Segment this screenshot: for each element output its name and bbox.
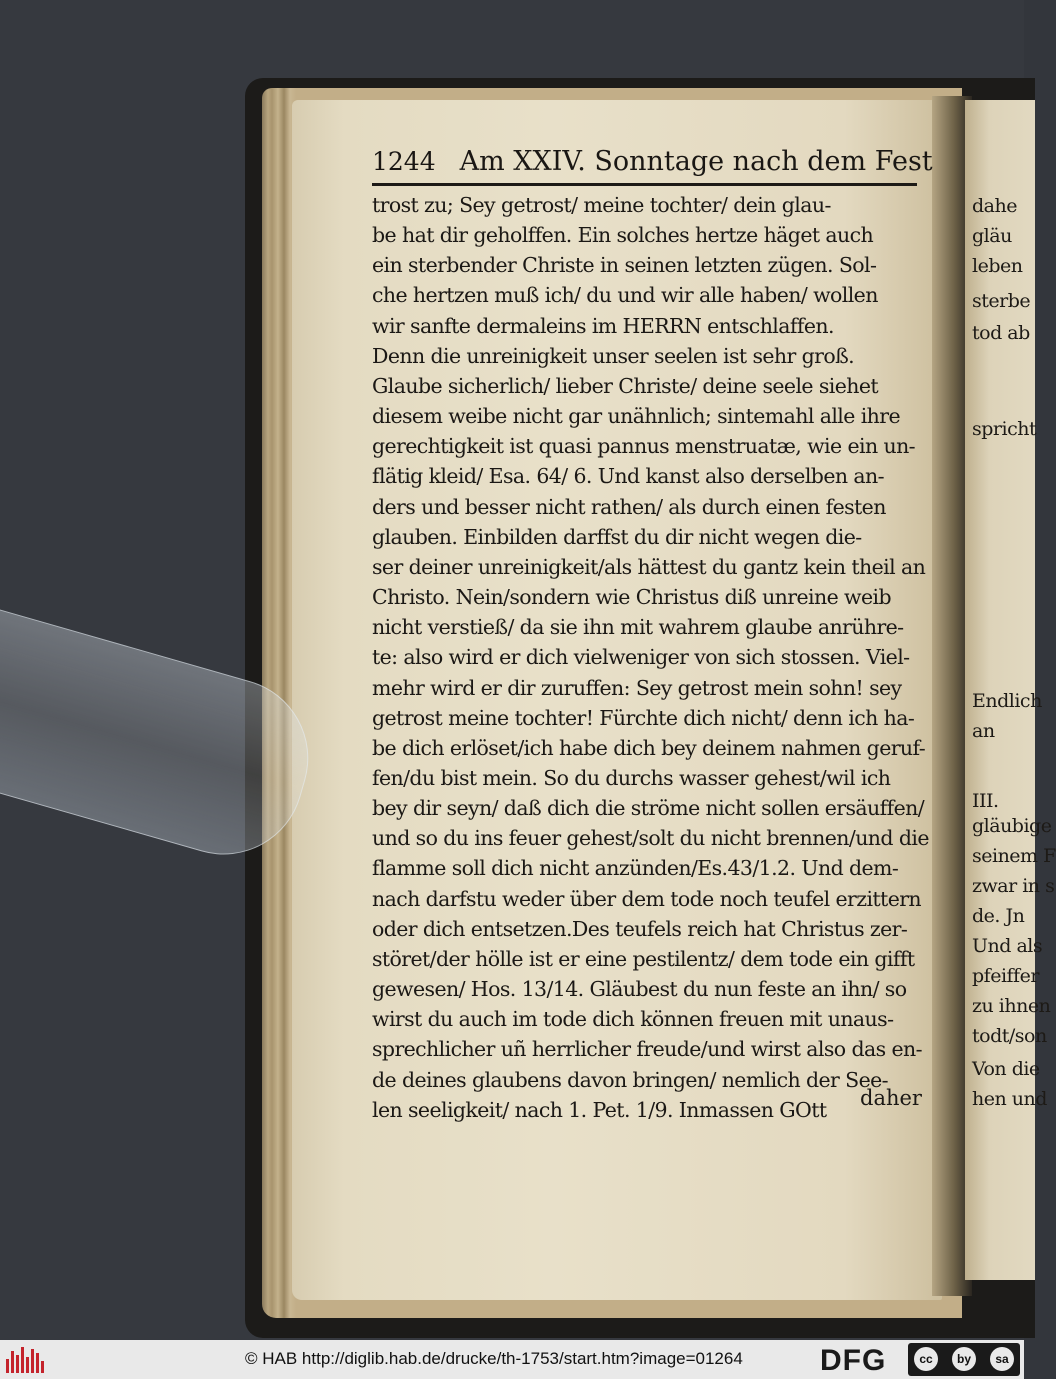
text-line: fen/du bist mein. So du durchs wasser gehest/wil ich bbox=[372, 765, 891, 790]
cc-license-badge[interactable] bbox=[908, 1343, 1020, 1376]
catchword: daher bbox=[860, 1086, 922, 1110]
facing-page-fragment: leben bbox=[972, 255, 1023, 277]
text-line: Denn die unreinigkeit unser seelen ist sehr groß. bbox=[372, 343, 855, 368]
facing-page-fragment: an bbox=[972, 720, 995, 742]
text-line: mehr wird er dir zuruffen: Sey getrost mein sohn! sey bbox=[372, 675, 902, 700]
text-line: te: also wird er dich vielweniger von sich stossen. Viel- bbox=[372, 645, 910, 670]
text-line: sprechlicher uñ herrlicher freude/und wirst also das en- bbox=[372, 1037, 922, 1062]
text-line: be dich erlöset/ich habe dich bey deinem nahmen geruf- bbox=[372, 735, 926, 760]
source-credit-link[interactable]: © HAB http://diglib.hab.de/drucke/th-1753/start.htm?image=01264 bbox=[245, 1349, 743, 1368]
text-line: oder dich entsetzen.Des teufels reich hat Christus zer- bbox=[372, 916, 908, 941]
sa-icon: sa bbox=[990, 1347, 1014, 1371]
text-line: flätig kleid/ Esa. 64/ 6. Und kanst also derselben an- bbox=[372, 464, 884, 489]
page-number: 1244 bbox=[372, 147, 436, 176]
running-head: Am XXIV. Sonntage nach dem Fest bbox=[459, 146, 933, 177]
body-text bbox=[372, 190, 927, 1125]
text-line: bey dir seyn/ daß dich die ströme nicht sollen ersäuffen/ bbox=[372, 796, 925, 821]
running-header bbox=[372, 146, 933, 177]
facing-page-fragment: Und als bbox=[972, 935, 1043, 957]
text-line: be hat dir geholffen. Ein solches hertze häget auch bbox=[372, 223, 874, 248]
hab-logo-icon bbox=[6, 1347, 44, 1373]
text-line: wirst du auch im tode dich können freuen mit unaus- bbox=[372, 1007, 894, 1032]
text-line: und so du ins feuer gehest/solt du nicht brennen/und die bbox=[372, 826, 929, 851]
text-line: gerechtigkeit ist quasi pannus menstruatæ, wie ein un- bbox=[372, 434, 916, 459]
text-line: ders und besser nicht rathen/ als durch einen festen bbox=[372, 494, 886, 519]
text-line: trost zu; Sey getrost/ meine tochter/ dein glau- bbox=[372, 193, 831, 217]
text-line: ser deiner unreinigkeit/als hättest du gantz kein theil an bbox=[372, 554, 926, 579]
header-rule bbox=[372, 183, 917, 186]
facing-page-fragment: Von die bbox=[972, 1058, 1040, 1080]
facing-page-fragment: zwar in s bbox=[972, 875, 1055, 897]
text-line: nach darfstu weder über dem tode noch teufel erzittern bbox=[372, 886, 922, 911]
text-line: Glaube sicherlich/ lieber Christe/ deine seele siehet bbox=[372, 373, 879, 398]
text-line: Christo. Nein/sondern wie Christus diß unreine weib bbox=[372, 585, 891, 610]
viewer-footer bbox=[0, 1340, 1024, 1379]
facing-page-fragment: de. Jn bbox=[972, 905, 1025, 927]
facing-page-fragment: todt/son bbox=[972, 1025, 1047, 1047]
by-icon: by bbox=[952, 1347, 976, 1371]
text-line: gewesen/ Hos. 13/14. Gläubest du nun feste an ihn/ so bbox=[372, 977, 907, 1002]
text-line: diesem weibe nicht gar unähnlich; sintemahl alle ihre bbox=[372, 404, 900, 429]
facing-page-fragment: Endlich bbox=[972, 690, 1042, 712]
text-line: ein sterbender Christe in seinen letzten zügen. Sol- bbox=[372, 253, 877, 278]
text-line: glauben. Einbilden darffst du dir nicht wegen die- bbox=[372, 524, 862, 549]
facing-page-fragment: pfeiffer bbox=[972, 965, 1039, 987]
text-line: wir sanfte dermaleins im HERRN entschlaffen. bbox=[372, 313, 834, 338]
facing-page-fragment: zu ihnen bbox=[972, 995, 1051, 1017]
facing-page-fragment: dahe bbox=[972, 195, 1017, 217]
text-line: che hertzen muß ich/ du und wir alle haben/ wollen bbox=[372, 283, 878, 308]
text-line: nicht verstieß/ da sie ihn mit wahrem glaube anrühre- bbox=[372, 615, 904, 640]
text-line: flamme soll dich nicht anzünden/Es.43/1.2. Und dem- bbox=[372, 856, 899, 881]
cc-icon: cc bbox=[914, 1347, 938, 1371]
facing-page-fragment: sterbe bbox=[972, 290, 1031, 312]
facing-page-fragment: spricht bbox=[972, 418, 1037, 440]
facing-page-fragment: gläu bbox=[972, 225, 1012, 247]
facing-page-fragment: seinem F bbox=[972, 845, 1056, 867]
dfg-logo: DFG bbox=[820, 1344, 887, 1377]
facing-page-fragment: III. bbox=[972, 790, 999, 812]
facing-page-fragment: gläubige bbox=[972, 815, 1052, 837]
text-line: störet/der hölle ist er eine pestilentz/ dem tode ein gifft bbox=[372, 946, 915, 971]
text-line: de deines glaubens davon bringen/ nemlich der See- bbox=[372, 1067, 888, 1092]
text-line: getrost meine tochter! Fürchte dich nicht/ denn ich ha- bbox=[372, 705, 915, 730]
facing-page-fragment: hen und bbox=[972, 1088, 1047, 1110]
facing-page-fragment: tod ab bbox=[972, 322, 1030, 344]
text-line: len seeligkeit/ nach 1. Pet. 1/9. Inmassen GOtt bbox=[372, 1097, 827, 1122]
